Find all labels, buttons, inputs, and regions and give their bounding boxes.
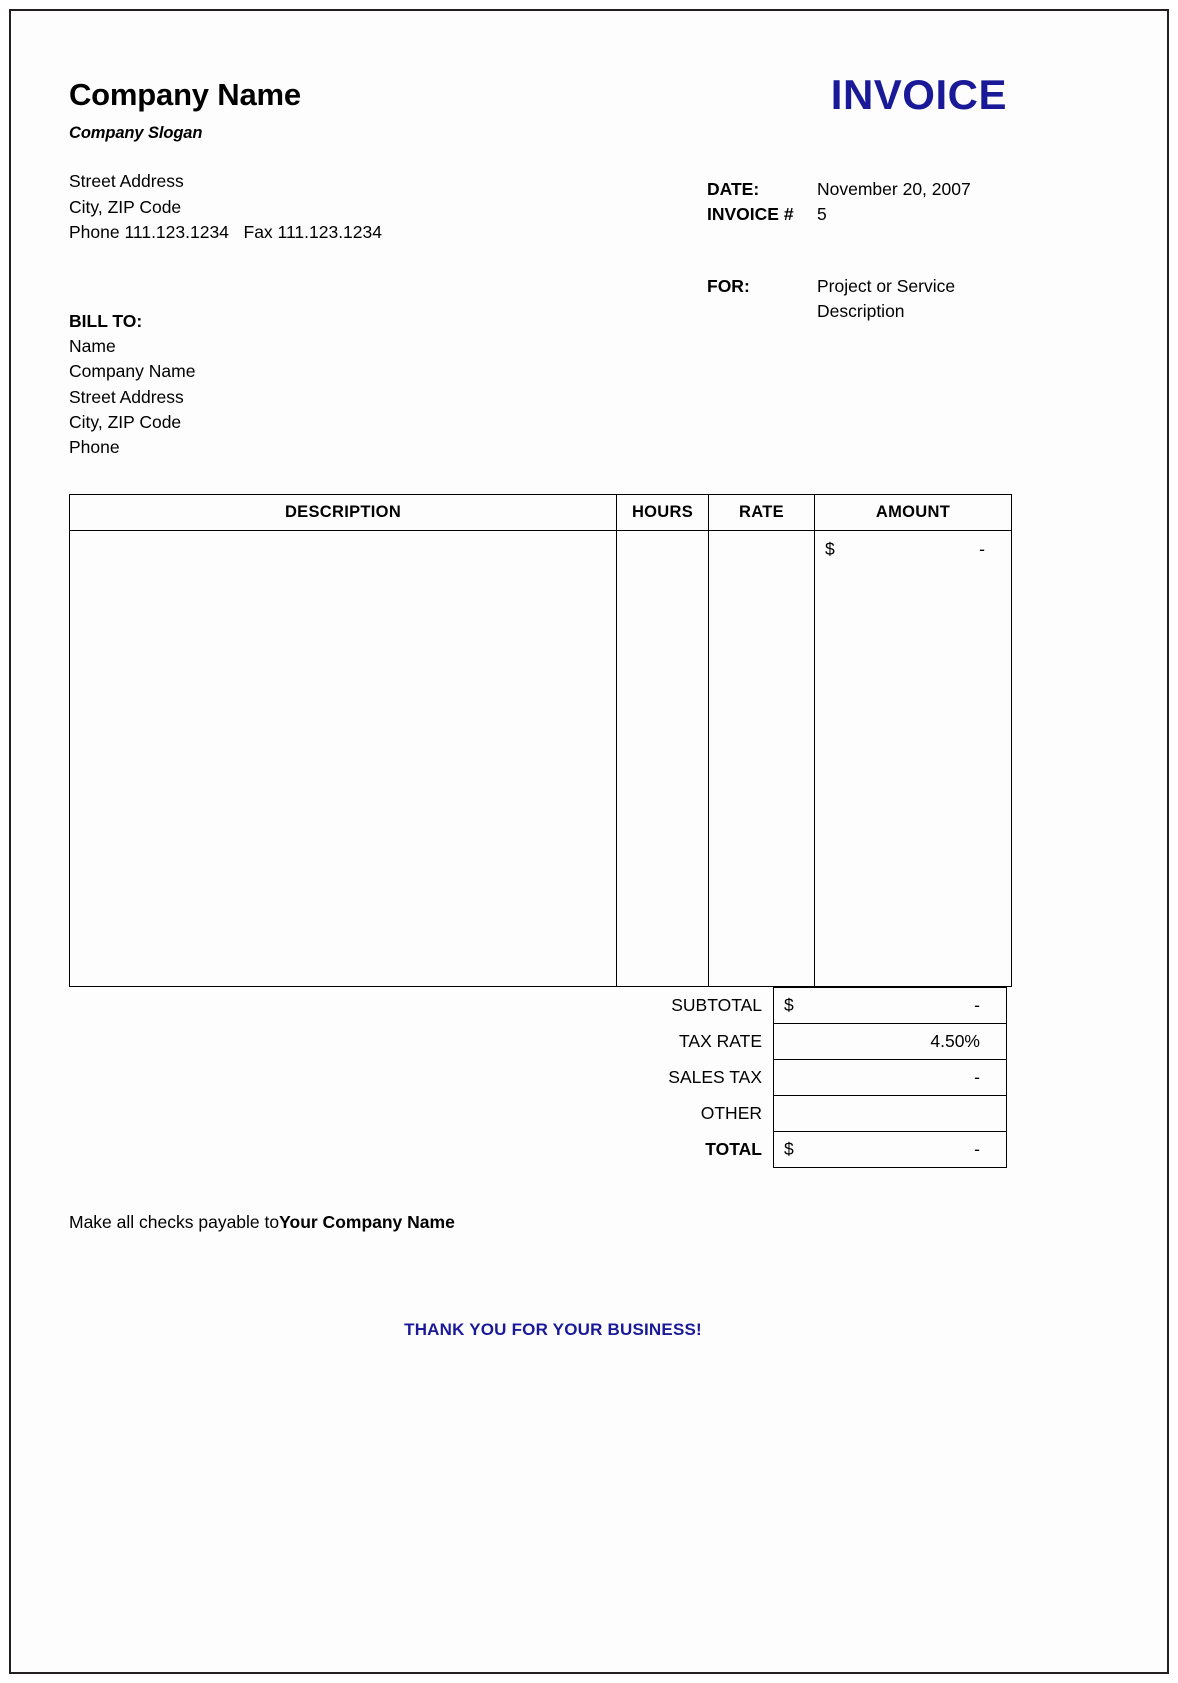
total-amount: -: [974, 1139, 980, 1160]
invoice-header: [69, 60, 1007, 143]
table-header-row: [70, 495, 1012, 531]
column-header-rate: RATE: [709, 495, 815, 531]
for-row: [707, 274, 1007, 324]
column-header-description: DESCRIPTION: [70, 495, 617, 531]
invoice-number-value[interactable]: 5: [817, 204, 827, 225]
totals-value-subtotal[interactable]: [774, 988, 1007, 1024]
bill-to-line-city[interactable]: City, ZIP Code: [69, 411, 182, 432]
table-row: [70, 531, 1012, 987]
for-block: [707, 274, 1007, 324]
date-label: DATE:: [707, 179, 760, 200]
bill-to-block: [69, 274, 195, 460]
company-slogan: Company Slogan: [69, 124, 203, 143]
totals-row-tax-rate: [617, 1024, 1007, 1060]
for-value-line-1: Project or Service: [817, 276, 956, 297]
line-items-body: [70, 531, 1012, 987]
totals-row-other: [617, 1096, 1007, 1132]
address-line-phone-fax: Phone 111.123.1234 Fax 111.123.1234: [69, 221, 382, 242]
bill-to-line-name[interactable]: Name: [69, 336, 116, 357]
totals-value-total[interactable]: [774, 1132, 1007, 1168]
totals-row-total: [617, 1132, 1007, 1168]
address-and-meta-band: [69, 169, 1007, 245]
sales-tax-amount: -: [974, 1067, 980, 1088]
cell-rate[interactable]: [709, 531, 815, 987]
payable-note: [69, 1212, 1007, 1233]
bill-to-line-street[interactable]: Street Address: [69, 386, 184, 407]
bill-to-line-phone[interactable]: Phone: [69, 436, 120, 457]
invoice-content: [69, 60, 1007, 1340]
invoice-title: INVOICE: [830, 71, 1007, 118]
cell-amount[interactable]: [815, 531, 1012, 987]
totals-row-sales-tax: [617, 1060, 1007, 1096]
tax-rate-amount: 4.50%: [930, 1031, 980, 1052]
for-label: FOR:: [707, 276, 750, 297]
bill-to-title: BILL TO:: [69, 311, 143, 332]
totals-label-sales-tax: SALES TAX: [668, 1067, 762, 1088]
totals-label-other: OTHER: [700, 1103, 762, 1124]
totals-row-subtotal: [617, 988, 1007, 1024]
amount-value: -: [979, 539, 985, 560]
subtotal-amount: -: [974, 995, 980, 1016]
company-identity-block: [69, 60, 301, 143]
line-items-table: [69, 494, 1012, 987]
line-items-head: [70, 495, 1012, 531]
totals-value-tax-rate[interactable]: [774, 1024, 1007, 1060]
bill-to-line-company[interactable]: Company Name: [69, 361, 196, 382]
totals-value-sales-tax[interactable]: [774, 1060, 1007, 1096]
totals-label-total: TOTAL: [705, 1139, 762, 1160]
payable-note-prefix: Make all checks payable to: [69, 1212, 280, 1233]
subtotal-currency-symbol: $: [784, 995, 794, 1016]
date-value[interactable]: November 20, 2007: [817, 179, 971, 200]
cell-hours[interactable]: [617, 531, 709, 987]
totals-table: [617, 987, 1007, 1168]
totals-value-other[interactable]: [774, 1096, 1007, 1132]
amount-money-row: [815, 531, 1011, 560]
totals-label-subtotal: SUBTOTAL: [671, 995, 762, 1016]
address-line-street: Street Address: [69, 171, 184, 192]
invoice-meta-block: [707, 169, 1007, 227]
company-name: Company Name: [69, 77, 301, 112]
column-header-amount: AMOUNT: [815, 495, 1012, 531]
amount-currency-symbol: $: [825, 539, 835, 560]
cell-description[interactable]: [70, 531, 617, 987]
totals-section: [69, 987, 1007, 1168]
total-currency-symbol: $: [784, 1139, 794, 1160]
payable-company-name: Your Company Name: [279, 1212, 455, 1233]
meta-row-date: [707, 177, 1007, 202]
invoice-number-label: INVOICE #: [707, 204, 794, 225]
for-value[interactable]: [817, 274, 955, 324]
totals-label-tax-rate: TAX RATE: [679, 1031, 762, 1052]
company-address-block: [69, 169, 382, 245]
address-line-city: City, ZIP Code: [69, 196, 182, 217]
meta-row-invoice-number: [707, 202, 1007, 227]
for-value-line-2: Description: [817, 301, 905, 322]
thank-you-message: THANK YOU FOR YOUR BUSINESS!: [404, 1320, 702, 1340]
column-header-hours: HOURS: [617, 495, 709, 531]
billto-and-for-band: [69, 274, 1007, 460]
